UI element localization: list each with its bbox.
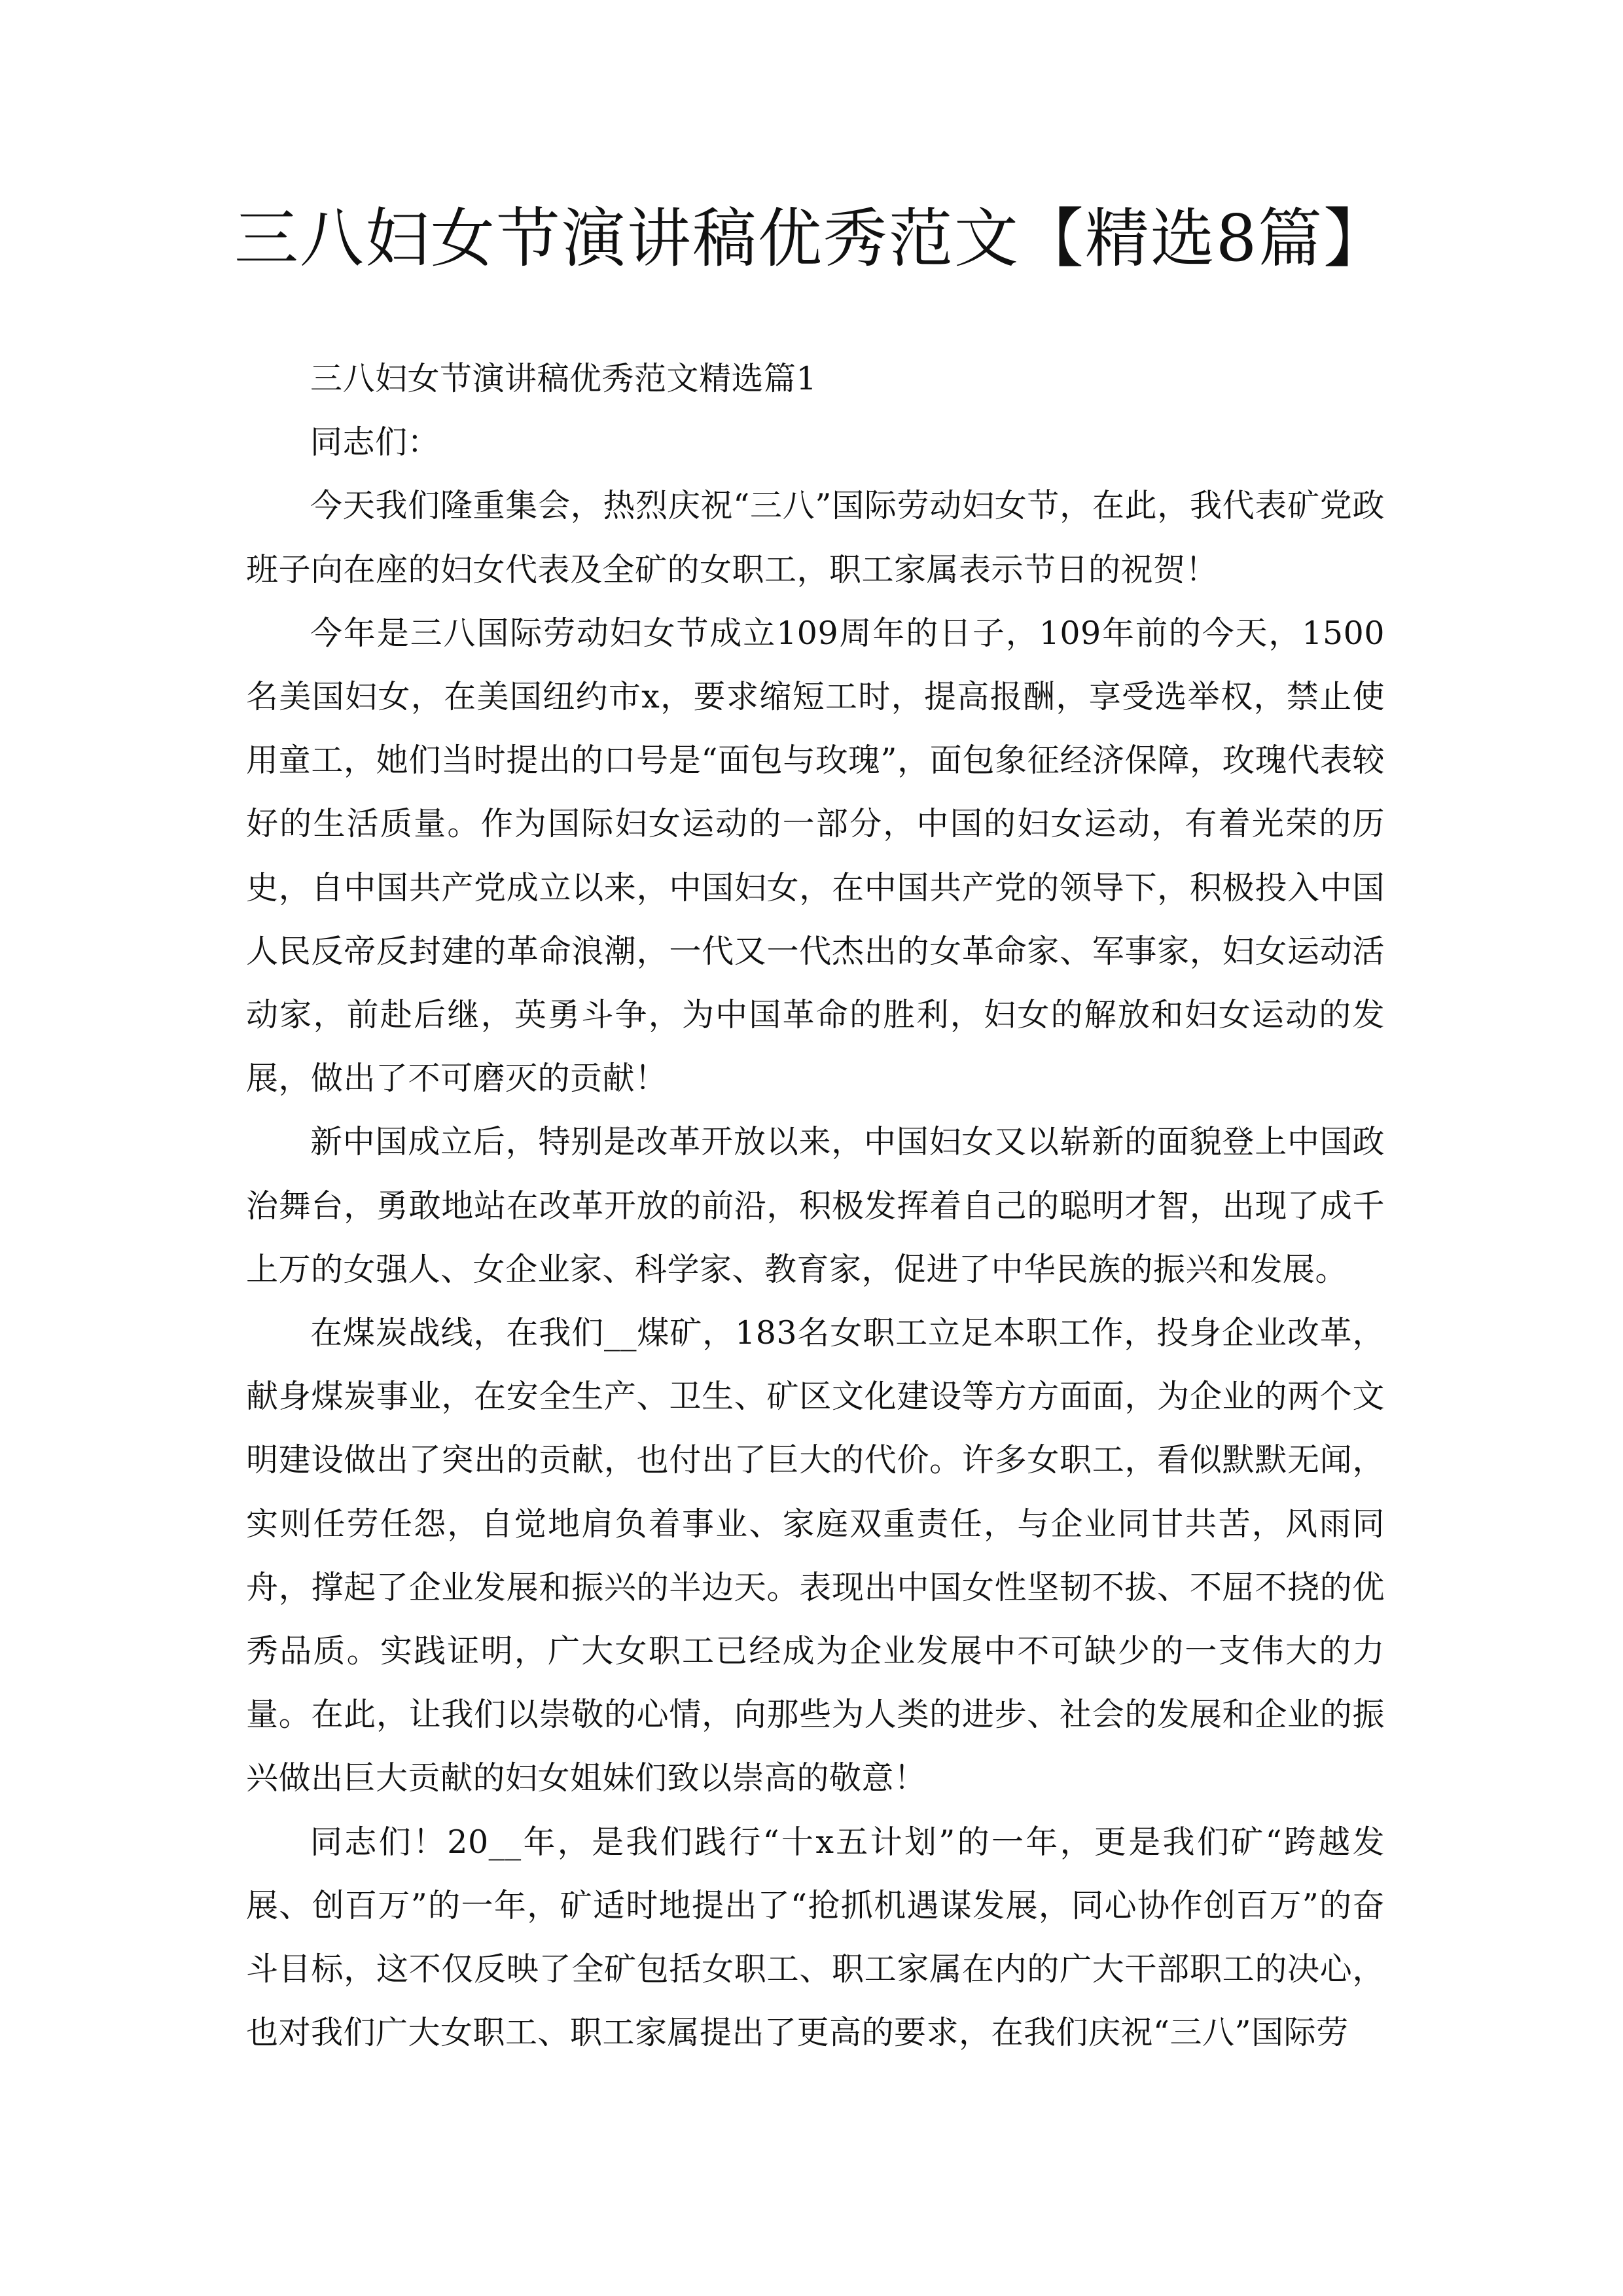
document-body bbox=[246, 347, 1385, 2064]
salutation: 同志们： bbox=[310, 423, 440, 461]
paragraph: 今年是三八国际劳动妇女节成立109周年的日子，109年前的今天，1500名美国妇女，在美国纽约市x，要求缩短工时，提高报酬，享受选举权，禁止使用童工，她们当时提出的口号是“面包与玫瑰”，面包象征经济保障，玫瑰代表较好的生活质量。作为国际妇女运动的一部分，中国的妇女运动，有着光荣的历史，自中国共产党成立以来，中国妇女，在中国共产党的领导下，积极投入中国人民反帝反封建的革命浪潮，一代又一代杰出的女革命家、军事家，妇女运动活动家，前赴后继，英勇斗争，为中国革命的胜利，妇女的解放和妇女运动的发展，做出了不可磨灭的贡献！ bbox=[246, 614, 1385, 1098]
paragraph: 在煤炭战线，在我们__煤矿，183名女职工立足本职工作，投身企业改革，献身煤炭事业，在安全生产、卫生、矿区文化建设等方方面面，为企业的两个文明建设做出了突出的贡献，也付出了巨大的代价。许多女职工，看似默默无闻，实则任劳任怨，自觉地肩负着事业、家庭双重责任，与企业同甘共苦，风雨同舟，撑起了企业发展和振兴的半边天。表现出中国女性坚韧不拔、不屈不挠的优秀品质。实践证明，广大女职工已经成为企业发展中不可缺少的一支伟大的力量。在此，让我们以崇敬的心情，向那些为人类的进步、社会的发展和企业的振兴做出巨大贡献的妇女姐妹们致以崇高的敬意！ bbox=[246, 1314, 1385, 1797]
paragraph: 同志们！20__年，是我们践行“十x五计划”的一年，更是我们矿“跨越发展、创百万”的一年，矿适时地提出了“抢抓机遇谋发展，同心协作创百万”的奋斗目标，这不仅反映了全矿包括女职工、职工家属在内的广大干部职工的决心，也对我们广大女职工、职工家属提出了更高的要求，在我们庆祝“三八”国际劳 bbox=[246, 1823, 1385, 2052]
paragraph: 今天我们隆重集会，热烈庆祝“三八”国际劳动妇女节，在此，我代表矿党政班子向在座的妇女代表及全矿的女职工，职工家属表示节日的祝贺！ bbox=[246, 487, 1385, 588]
document-title: 三八妇女节演讲稿优秀范文【精选8篇】 bbox=[234, 202, 1389, 276]
paragraph: 新中国成立后，特别是改革开放以来，中国妇女又以崭新的面貌登上中国政治舞台，勇敢地站在改革开放的前沿，积极发挥着自己的聪明才智，出现了成千上万的女强人、女企业家、科学家、教育家，促进了中华民族的振兴和发展。 bbox=[246, 1123, 1385, 1288]
section-heading: 三八妇女节演讲稿优秀范文精选篇1 bbox=[310, 360, 817, 397]
